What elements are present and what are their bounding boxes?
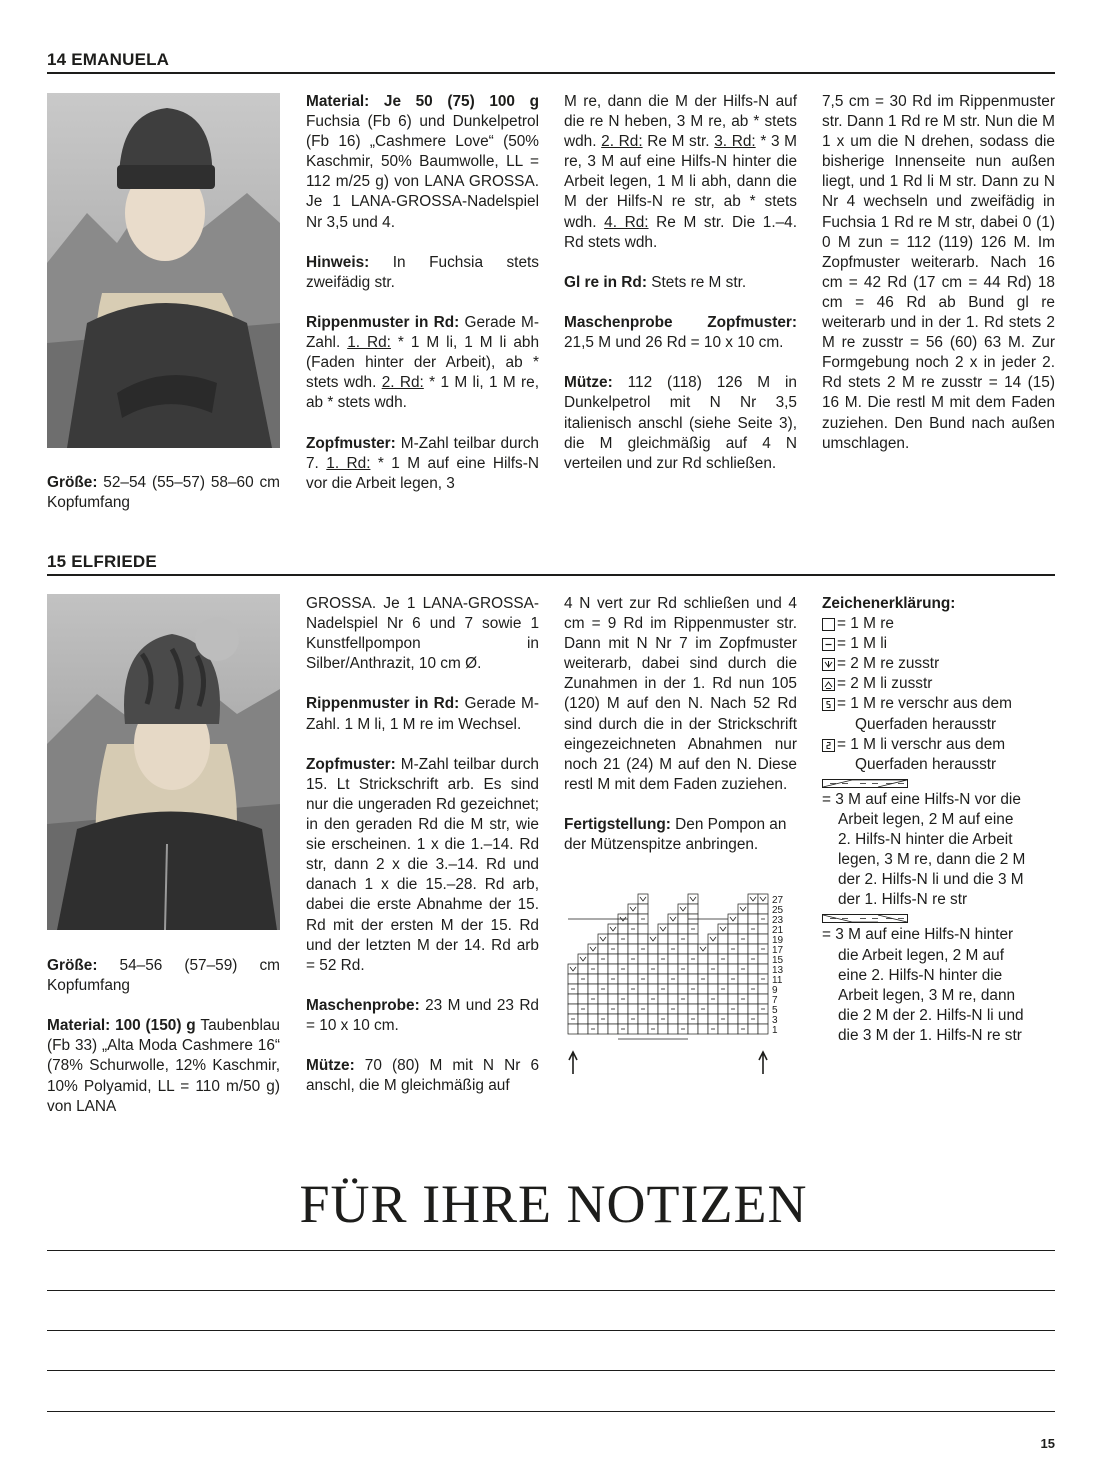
zopf-text: M re, dann die M der Hilfs-N auf die re N heben, 3 M re, ab * stets wdh. xyxy=(564,93,797,151)
section-title-elfriede: 15 ELFRIEDE xyxy=(47,552,1055,576)
rippen-label: Rippenmuster in Rd: xyxy=(306,695,460,713)
round-label: 4. Rd: xyxy=(604,213,649,231)
make-one-knit-symbol-icon xyxy=(822,698,835,711)
muetze-text: 70 (80) M mit N Nr 6 anschl, die M gleichmäßig auf xyxy=(306,1057,539,1095)
chart-cell xyxy=(608,964,618,974)
chart-cell xyxy=(578,1024,588,1034)
chart-cell xyxy=(658,934,668,944)
emanuela-column-1 xyxy=(306,92,539,494)
chart-cell xyxy=(658,924,668,934)
gl-text: Stets re M str. xyxy=(646,273,747,291)
chart-cell xyxy=(568,964,578,974)
chart-cell xyxy=(758,924,768,934)
legend-text: = 1 M li xyxy=(837,635,888,653)
knitting-chart xyxy=(562,890,802,1132)
muetze-text: 112 (118) 126 M in Dunkelpetrol mit N Nr 3,5 italienisch anschl (siehe Seite 3), die M gleichmäßig auf 4 N verteilen und zur Rd schließen. xyxy=(564,374,797,472)
chart-cell xyxy=(568,974,578,984)
chart-cell xyxy=(698,994,708,1004)
chart-cell xyxy=(758,1024,768,1034)
chart-cell xyxy=(628,914,638,924)
note-line xyxy=(47,1250,1055,1251)
chart-cell xyxy=(758,964,768,974)
legend-text: der 2. Hilfs-N li und die 3 M xyxy=(838,871,1024,889)
chart-cell xyxy=(668,994,678,1004)
legend-title: Zeichenerklärung: xyxy=(822,595,956,612)
legend-item xyxy=(822,614,1062,634)
probe-text: 21,5 M und 26 Rd = 10 x 10 cm. xyxy=(564,334,784,352)
chart-cell xyxy=(708,974,718,984)
chart-row-number: 11 xyxy=(772,975,783,986)
chart-cell xyxy=(648,1004,658,1014)
chart-cell xyxy=(588,984,598,994)
chart-cell xyxy=(638,994,648,1004)
rippen-text: Gerade M-Zahl. xyxy=(306,314,539,352)
chart-cell xyxy=(578,994,588,1004)
legend-text: = 3 M auf eine Hilfs-N hinter xyxy=(822,926,1014,944)
chart-cell xyxy=(638,924,648,934)
chart-cell xyxy=(578,1014,588,1024)
legend-item xyxy=(822,634,1062,654)
note-line xyxy=(47,1370,1055,1371)
chart-cell xyxy=(598,944,608,954)
legend-text: = 2 M li zusstr xyxy=(837,675,933,693)
chart-cell xyxy=(718,974,728,984)
chart-cell xyxy=(718,924,728,934)
chart-cell xyxy=(638,1014,648,1024)
legend-text: die Arbeit legen, 2 M auf xyxy=(838,946,1004,964)
elfriede-column-3 xyxy=(564,594,797,855)
hinweis-text: In Fuchsia stets zweifädig str. xyxy=(306,253,539,291)
round-label: 2. Rd: xyxy=(381,374,424,392)
cable-front-symbol-icon xyxy=(822,779,908,788)
chart-cell xyxy=(718,944,728,954)
note-line xyxy=(47,1290,1055,1291)
legend-text: = 1 M li verschr aus dem xyxy=(837,735,1006,753)
zopf-text: * 1 M auf eine Hilfs-N vor die Arbeit legen, 3 xyxy=(306,454,539,492)
chart-cell xyxy=(748,1004,758,1014)
chart-cell xyxy=(688,944,698,954)
chart-cell xyxy=(678,1004,688,1014)
chart-cell xyxy=(598,934,608,944)
chart-cell xyxy=(618,924,628,934)
emanuela-column-2 xyxy=(564,92,797,474)
chart-arrow-icon xyxy=(569,1052,577,1074)
chart-cell xyxy=(688,1024,698,1034)
zopf-text: M-Zahl teilbar durch 15. Lt Strickschrift arb. Es sind nur die ungeraden Rd gezeichnet; in den geraden Rd die M str, wie sie erscheinen. 1 x die 1.–14. Rd str, dann 2 x die 3.–14. Rd und danach 1 x die 15.–28. Rd arb, dabei die erste Abnahme der 15. Rd mit der ersten M der 15. Rd und der letzten M der 14. Rd arb = 52 Rd. xyxy=(306,755,539,974)
muetze-text: 7,5 cm = 30 Rd im Rippenmuster str. Dann 1 Rd re M str. Nun die M 1 x um die N drehen, sodass die bisherige Innenseite nun außen liegt, und 1 Rd li M str. Dann zu N Nr 4 wechseln und zweifädig in Fuchsia 1 Rd re M str, dabei 0 (1) 0 M zun = 112 (119) 126 M. Im Zopfmuster weiterarb. Nach 16 cm = 42 Rd (17 cm = 44 Rd) 18 cm = 46 Rd ab Bund gl re weiterarb und in der 1. Rd stets 2 M re zusstr = 56 (60) 63 M. Zur Formgebung noch 2 x in jeder 2. Rd stets 2 M re zusstr = 14 (15) 16 M. Die restl M mit dem Faden zuziehen. Den Bund nach außen umschlagen. xyxy=(822,93,1055,452)
legend-item xyxy=(822,735,1062,755)
chart-cell xyxy=(628,1004,638,1014)
probe-label: Maschenprobe Zopfmuster: xyxy=(564,314,797,332)
chart-cell xyxy=(758,1014,768,1024)
chart-cell xyxy=(658,1024,668,1034)
emanuela-size-text xyxy=(47,473,280,513)
chart-cell xyxy=(718,994,728,1004)
size-value: 54–56 (57–59) cm Kopfumfang xyxy=(47,957,280,995)
chart-cell xyxy=(638,1024,648,1034)
chart-cell xyxy=(708,934,718,944)
chart-cell xyxy=(688,964,698,974)
round-label: 2. Rd: xyxy=(601,133,643,151)
chart-cell xyxy=(678,914,688,924)
section-title-emanuela: 14 EMANUELA xyxy=(47,50,1055,74)
legend-text: eine 2. Hilfs-N hinter die xyxy=(838,966,1003,984)
chart-cell xyxy=(638,964,648,974)
chart-cell xyxy=(668,1024,678,1034)
chart-cell xyxy=(728,984,738,994)
chart-cell xyxy=(678,904,688,914)
emanuela-column-3 xyxy=(822,92,1055,454)
chart-cell xyxy=(738,914,748,924)
rippen-text: Gerade M-Zahl. 1 M li, 1 M re im Wechsel. xyxy=(306,695,539,733)
chart-cell xyxy=(598,994,608,1004)
chart-cell xyxy=(568,994,578,1004)
chart-cell xyxy=(618,954,628,964)
chart-cell xyxy=(728,954,738,964)
chart-cell xyxy=(758,954,768,964)
chart-cell xyxy=(678,924,688,934)
material-text: Taubenblau (Fb 33) „Alta Moda Cashmere 16“ (78% Schurwolle, 12% Kaschmir, 10% Polyamid, LL = 110 m/50 g) von LANA xyxy=(47,1017,280,1115)
chart-cell xyxy=(668,934,678,944)
photo-elfriede xyxy=(47,594,280,930)
material-label: Material: Je 50 (75) 100 g xyxy=(306,93,539,110)
chart-cell xyxy=(748,1024,758,1034)
page-number: 15 xyxy=(1040,1436,1055,1451)
chart-cell xyxy=(758,894,768,904)
chart-cell xyxy=(638,984,648,994)
chart-row-number: 3 xyxy=(772,1015,778,1026)
knit-right-symbol-icon xyxy=(822,618,835,631)
chart-cell xyxy=(698,1014,708,1024)
legend-item xyxy=(822,694,1062,714)
chart-cell xyxy=(718,1004,728,1014)
chart-arrow-icon xyxy=(759,1052,767,1074)
chart-cell xyxy=(608,934,618,944)
chart-cell xyxy=(568,1024,578,1034)
legend-text: = 1 M re xyxy=(837,615,894,633)
chart-cell xyxy=(728,924,738,934)
chart-cell xyxy=(678,974,688,984)
chart-cell xyxy=(618,944,628,954)
chart-cell xyxy=(638,904,648,914)
legend-text: = 2 M re zusstr xyxy=(837,655,940,673)
chart-cell xyxy=(608,954,618,964)
chart-cell xyxy=(578,954,588,964)
chart-row-number: 27 xyxy=(772,895,784,906)
legend-text: = 1 M re verschr aus dem xyxy=(837,695,1012,713)
elfriede-column-2 xyxy=(306,594,539,1096)
size-label: Größe: xyxy=(47,957,98,974)
chart-cell xyxy=(708,944,718,954)
chart-cell xyxy=(618,984,628,994)
zopf-label: Zopfmuster: xyxy=(306,755,396,773)
chart-cell xyxy=(628,1024,638,1034)
chart-cell xyxy=(758,994,768,1004)
chart-cell xyxy=(738,1014,748,1024)
chart-cell xyxy=(698,984,708,994)
chart-cell xyxy=(728,964,738,974)
p2tog-symbol-icon xyxy=(822,678,835,691)
chart-cell xyxy=(738,974,748,984)
chart-cell xyxy=(738,904,748,914)
chart-cell xyxy=(668,924,678,934)
chart-cell xyxy=(658,974,668,984)
k2tog-symbol-icon xyxy=(822,658,835,671)
chart-cell xyxy=(638,894,648,904)
chart-cell xyxy=(588,954,598,964)
round-label: 3. Rd: xyxy=(714,133,756,151)
chart-row-number: 1 xyxy=(772,1025,778,1036)
legend-text: Querfaden herausstr xyxy=(855,715,997,733)
chart-row-number: 19 xyxy=(772,935,784,946)
muetze-label: Mütze: xyxy=(564,374,613,392)
chart-cell xyxy=(658,1004,668,1014)
chart-row-number: 23 xyxy=(772,915,784,926)
chart-cell xyxy=(658,964,668,974)
chart-cell xyxy=(738,984,748,994)
legend-text: legen, 3 M re, dann die 2 M xyxy=(838,851,1026,869)
chart-cell xyxy=(698,954,708,964)
chart-row-number: 13 xyxy=(772,965,784,976)
chart-cell xyxy=(628,994,638,1004)
zopf-text: * 3 M re, 3 M auf eine Hilfs-N hinter die Arbeit legen, 1 M li abh, dann die M der Hilfs-N re str, ab * stets wdh. xyxy=(564,133,797,231)
chart-cell xyxy=(608,984,618,994)
symbol-legend xyxy=(822,594,1062,1046)
zopf-text: Re M str. Die 1.–4. Rd stets wdh. xyxy=(564,213,797,251)
fertig-label: Fertigstellung: xyxy=(564,816,671,834)
chart-cell xyxy=(588,1014,598,1024)
rippen-text: * 1 M li, 1 M re, ab * stets wdh. xyxy=(306,374,539,412)
legend-text: Querfaden herausstr xyxy=(855,755,997,773)
size-label: Größe: xyxy=(47,474,98,491)
probe-label: Maschenprobe: xyxy=(306,996,420,1014)
chart-cell xyxy=(588,974,598,984)
chart-cell xyxy=(638,934,648,944)
chart-cell xyxy=(628,944,638,954)
chart-cell xyxy=(628,904,638,914)
chart-cell xyxy=(748,934,758,944)
chart-cell xyxy=(688,994,698,1004)
material-text: GROSSA. Je 1 LANA-GROSSA-Nadelspiel Nr 6 und 7 sowie 1 Kunstfellpompon in Silber/Anthrazit, 10 cm Ø. xyxy=(306,595,539,673)
chart-cell xyxy=(758,904,768,914)
chart-cell xyxy=(648,954,658,964)
muetze-text: 4 N vert zur Rd schließen und 4 cm = 9 Rd im Rippenmuster str. Dann mit N Nr 7 im Zopfmuster weiterarb, dabei sind durch die Zunahmen in der 1. Rd nun 105 (120) M auf den N. Nach 52 Rd sind durch die in der Strickschrift eingezeichneten Abnahmen nur noch 21 (24) M auf den N. Diese restl M mit dem Faden zuziehen. xyxy=(564,595,797,793)
probe-text: 23 M und 23 Rd = 10 x 10 cm. xyxy=(306,996,539,1034)
chart-cell xyxy=(748,914,758,924)
zopf-label: Zopfmuster: xyxy=(306,434,396,452)
chart-cell xyxy=(728,914,738,924)
chart-cell xyxy=(678,944,688,954)
chart-row-number: 9 xyxy=(772,985,778,996)
fertig-text: Den Pompon an der Mützenspitze anbringen. xyxy=(564,816,787,854)
purl-symbol-icon xyxy=(822,638,835,651)
chart-cell xyxy=(668,914,678,924)
chart-cell xyxy=(758,934,768,944)
chart-cell xyxy=(608,924,618,934)
rippen-text: * 1 M li, 1 M li abh (Faden hinter der Arbeit), ab * stets wdh. xyxy=(306,334,540,392)
legend-text: Arbeit legen, 3 M re, dann xyxy=(838,986,1016,1004)
chart-cell xyxy=(748,974,758,984)
chart-cell xyxy=(758,984,768,994)
legend-item xyxy=(822,654,1062,674)
chart-cell xyxy=(648,934,658,944)
chart-cell xyxy=(678,954,688,964)
hinweis-label: Hinweis: xyxy=(306,253,370,271)
chart-cell xyxy=(668,964,678,974)
notes-title: FÜR IHRE NOTIZEN xyxy=(299,1174,808,1234)
material-text: Fuchsia (Fb 6) und Dunkelpetrol (Fb 16) „Cashmere Love“ (50% Kaschmir, 50% Baumwolle, LL = 112 m/25 g) von LANA GROSSA. Je 1 LANA-GROSSA-Nadelspiel Nr 3,5 und 4. xyxy=(306,113,539,231)
chart-cell xyxy=(688,894,698,904)
legend-text: Arbeit legen, 2 M auf eine xyxy=(838,810,1014,828)
chart-cell xyxy=(628,934,638,944)
chart-row-number: 5 xyxy=(772,1005,778,1016)
chart-cell xyxy=(708,1014,718,1024)
chart-cell xyxy=(588,1004,598,1014)
chart-cell xyxy=(688,934,698,944)
chart-cell xyxy=(748,944,758,954)
zopf-text: M-Zahl teilbar durch 7. xyxy=(306,434,539,472)
chart-row-number: 7 xyxy=(772,995,778,1006)
chart-cell xyxy=(748,894,758,904)
chart-cell xyxy=(728,1024,738,1034)
chart-cell xyxy=(608,994,618,1004)
elfriede-column-1 xyxy=(47,956,280,1117)
chart-cell xyxy=(608,1024,618,1034)
round-label: 1. Rd: xyxy=(326,454,371,472)
chart-cell xyxy=(728,1014,738,1024)
chart-cell xyxy=(738,954,748,964)
rippen-label: Rippenmuster in Rd: xyxy=(306,314,460,332)
chart-cell xyxy=(598,964,608,974)
chart-cell xyxy=(728,934,738,944)
chart-row-number: 15 xyxy=(772,955,784,966)
chart-cell xyxy=(648,1014,658,1024)
legend-text: 2. Hilfs-N hinter die Arbeit xyxy=(838,831,1013,849)
chart-cell xyxy=(618,1014,628,1024)
chart-cell xyxy=(608,1014,618,1024)
chart-cell xyxy=(678,1014,688,1024)
legend-item xyxy=(822,674,1062,694)
chart-cell xyxy=(568,1004,578,1014)
note-line xyxy=(47,1411,1055,1412)
chart-cell xyxy=(678,984,688,994)
chart-row-number: 25 xyxy=(772,905,784,916)
chart-cell xyxy=(618,974,628,984)
chart-cell xyxy=(738,1004,748,1014)
legend-text: die 3 M der 1. Hilfs-N re str xyxy=(838,1026,1022,1044)
chart-cell xyxy=(668,954,678,964)
size-value: 52–54 (55–57) 58–60 cm Kopfumfang xyxy=(47,474,280,512)
chart-cell xyxy=(738,944,748,954)
chart-cell xyxy=(588,944,598,954)
legend-text: der 1. Hilfs-N re str xyxy=(838,891,968,909)
chart-cell xyxy=(748,904,758,914)
chart-row-number: 17 xyxy=(772,945,784,956)
chart-cell xyxy=(738,924,748,934)
chart-cell xyxy=(638,954,648,964)
chart-cell xyxy=(718,1024,728,1034)
chart-cell xyxy=(748,994,758,1004)
chart-cell xyxy=(598,974,608,984)
chart-cell xyxy=(688,904,698,914)
chart-cell xyxy=(648,974,658,984)
chart-cell xyxy=(628,974,638,984)
legend-text: = 3 M auf eine Hilfs-N vor die xyxy=(822,790,1021,808)
chart-cell xyxy=(648,984,658,994)
make-one-purl-symbol-icon xyxy=(822,739,835,752)
chart-cell xyxy=(698,944,708,954)
chart-cell xyxy=(688,974,698,984)
chart-cell xyxy=(618,1004,628,1014)
chart-cell xyxy=(698,1024,708,1034)
chart-cell xyxy=(578,984,588,994)
material-label: Material: 100 (150) g xyxy=(47,1017,196,1035)
legend-text: die 2 M der 2. Hilfs-N li und xyxy=(838,1006,1024,1024)
chart-cell xyxy=(718,934,728,944)
chart-cell xyxy=(628,964,638,974)
chart-row-number: 21 xyxy=(772,925,784,936)
chart-cell xyxy=(698,964,708,974)
chart-cell xyxy=(668,984,678,994)
cable-back-symbol-icon xyxy=(822,914,908,923)
chart-cell xyxy=(708,954,718,964)
chart-cell xyxy=(688,1004,698,1014)
photo-emanuela xyxy=(47,93,280,448)
chart-cell xyxy=(718,964,728,974)
gl-label: Gl re in Rd: xyxy=(564,273,647,291)
chart-cell xyxy=(578,964,588,974)
chart-cell xyxy=(598,1024,608,1034)
muetze-label: Mütze: xyxy=(306,1057,355,1075)
chart-cell xyxy=(648,944,658,954)
zopf-text: Re M str. xyxy=(642,133,715,151)
note-line xyxy=(47,1330,1055,1331)
chart-cell xyxy=(708,984,718,994)
chart-cell xyxy=(658,994,668,1004)
round-label: 1. Rd: xyxy=(347,334,391,352)
chart-cell xyxy=(658,944,668,954)
chart-cell xyxy=(708,1004,718,1014)
chart-cell xyxy=(598,1004,608,1014)
chart-cell xyxy=(728,994,738,1004)
chart-cell xyxy=(748,964,758,974)
chart-cell xyxy=(668,1014,678,1024)
